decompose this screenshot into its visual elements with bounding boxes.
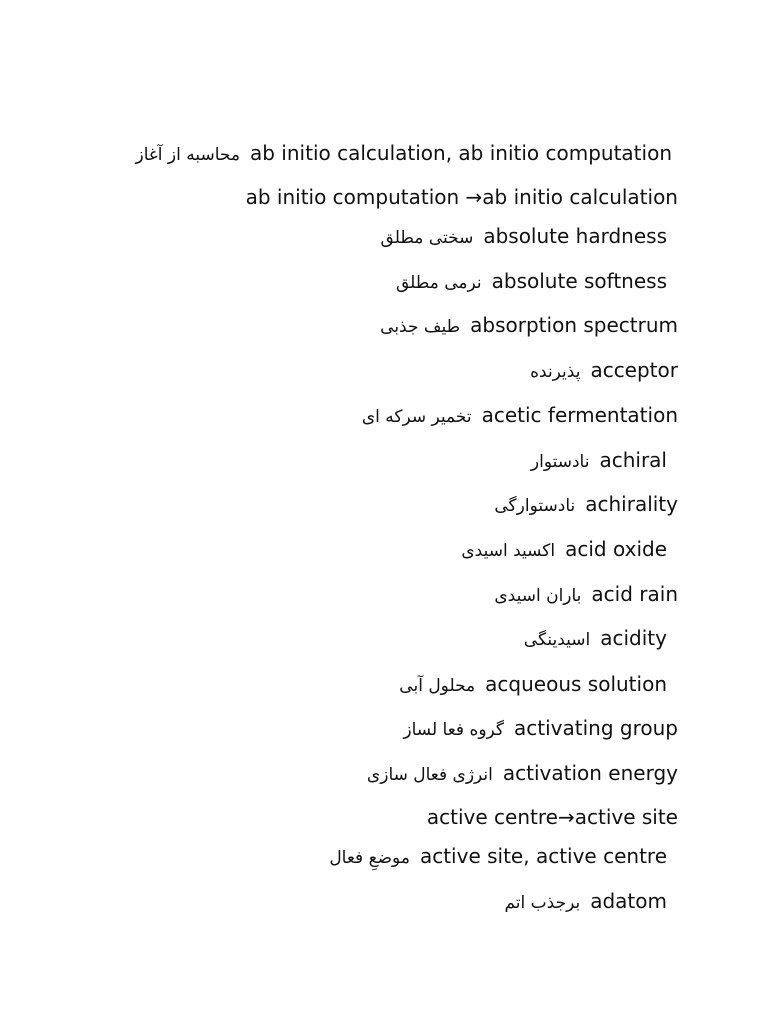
persian-term: باران اسیدی xyxy=(494,586,582,606)
glossary-entry xyxy=(530,357,678,385)
english-term: active site, active centre xyxy=(419,844,667,868)
glossary-entry xyxy=(524,625,667,653)
english-term: absolute softness xyxy=(491,269,667,293)
glossary-entry xyxy=(403,715,678,743)
english-term: acid rain xyxy=(591,582,678,606)
glossary-entry xyxy=(367,760,678,788)
glossary-entry xyxy=(381,223,667,251)
glossary-entry xyxy=(531,447,667,475)
persian-term: محاسبه از آغاز xyxy=(135,145,240,165)
english-term: activating group xyxy=(514,716,678,740)
persian-term: نادستوار xyxy=(530,452,590,472)
persian-term: گروه فعا لساز xyxy=(403,720,505,740)
glossary-entry xyxy=(427,804,678,830)
english-term: adatom xyxy=(590,889,667,913)
persian-term: پذیرنده xyxy=(530,362,581,382)
glossary-entry xyxy=(399,671,667,699)
glossary-entry xyxy=(329,843,667,871)
english-term: achirality xyxy=(585,492,678,516)
glossary-entry xyxy=(136,140,673,168)
english-term: absorption spectrum xyxy=(470,313,678,337)
persian-term: نرمی مطلق xyxy=(395,273,482,293)
english-term: achiral xyxy=(599,448,667,472)
english-term: acqueous solution xyxy=(485,672,667,696)
persian-term: انرژی فعال سازی xyxy=(366,765,493,785)
glossary-entry xyxy=(461,536,667,564)
glossary-entry xyxy=(494,491,678,519)
english-term: acidity xyxy=(600,626,667,650)
glossary-entry xyxy=(494,581,678,609)
english-term: active centre→active site xyxy=(426,805,678,829)
english-term: acetic fermentation xyxy=(481,403,678,427)
persian-term: طیف جذبی xyxy=(380,317,461,337)
persian-term: موضعِ فعال xyxy=(329,848,410,868)
english-term: ab initio computation →ab initio calculation xyxy=(245,185,678,209)
english-term: absolute hardness xyxy=(483,224,667,248)
glossary-entry xyxy=(362,402,678,430)
persian-term: اکسید اسیدی xyxy=(461,541,556,561)
english-term: acceptor xyxy=(590,358,678,382)
persian-term: اسیدینگی xyxy=(523,630,591,650)
glossary-entry xyxy=(246,184,678,210)
persian-term: تخمیر سرکه ای xyxy=(361,407,472,427)
english-term: acid oxide xyxy=(565,537,667,561)
english-term: activation energy xyxy=(502,761,678,785)
persian-term: سختی مطلق xyxy=(380,228,474,248)
glossary-entry xyxy=(396,268,667,296)
persian-term: محلول آبی xyxy=(399,676,476,696)
persian-term: برجذب اتم xyxy=(504,893,581,913)
glossary-entry xyxy=(504,888,667,916)
persian-term: نادستوارگی xyxy=(494,496,576,516)
english-term: ab initio calculation, ab initio computation xyxy=(250,141,672,165)
glossary-entry xyxy=(380,312,678,340)
